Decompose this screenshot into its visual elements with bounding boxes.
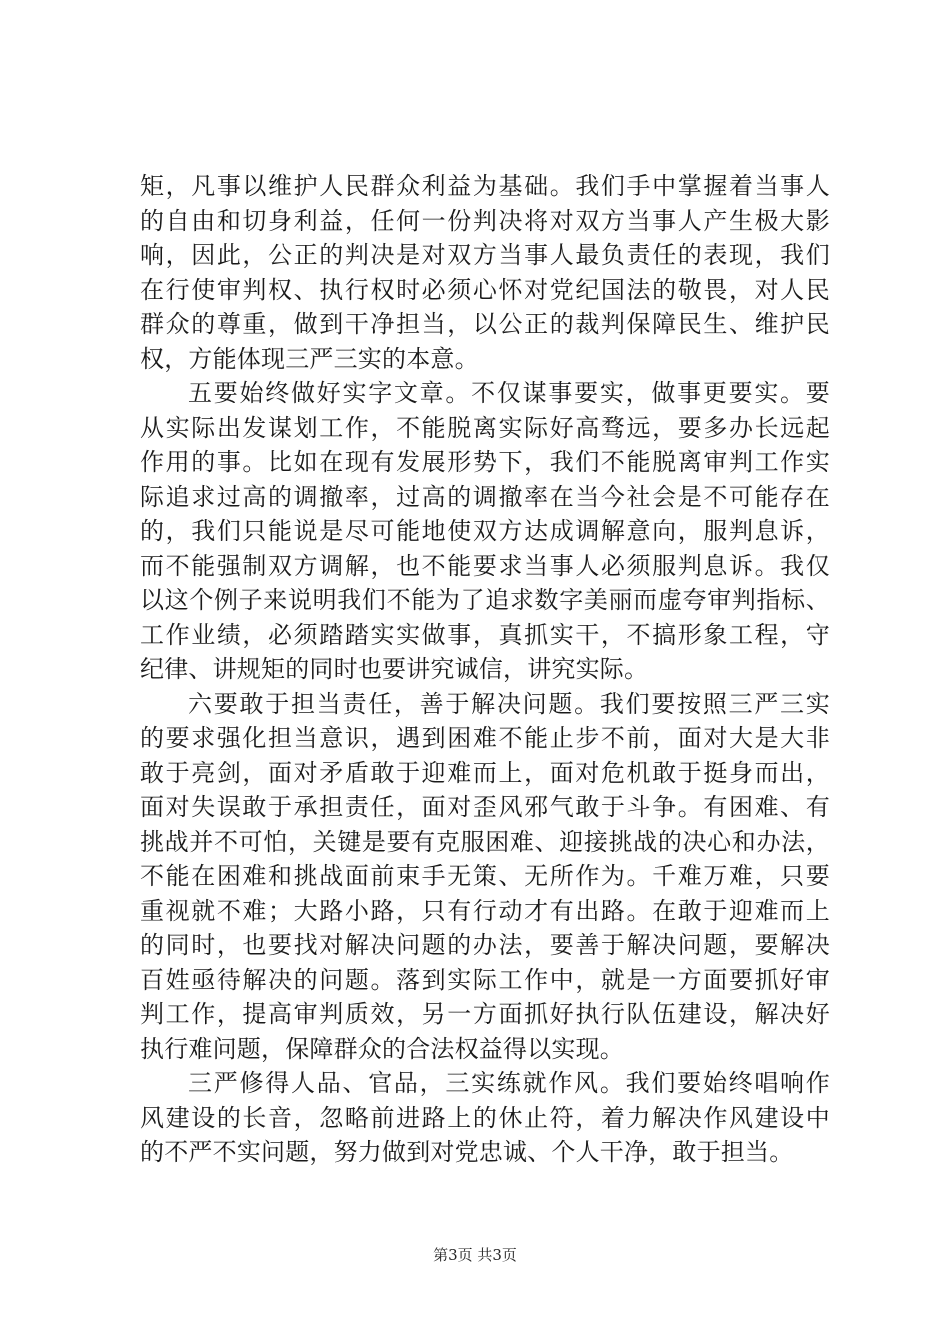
text-line: 风建设的长音，忽略前进路上的休止符，着力解决作风建设中 <box>140 1103 830 1132</box>
text-line: 以这个例子来说明我们不能为了追求数字美丽而虚夸审判指标、 <box>140 586 830 614</box>
text-line: 五要始终做好实字文章。不仅谋事要实，做事更要实。要 <box>188 379 830 407</box>
text-line: 际追求过高的调撤率，过高的调撤率在当今社会是不可能存在 <box>140 482 830 511</box>
text-line: 的要求强化担当意识，遇到困难不能止步不前，面对大是大非 <box>140 724 830 752</box>
text-line: 群众的尊重，做到干净担当，以公正的裁判保障民生、维护民 <box>140 310 830 338</box>
text-line: 从实际出发谋划工作，不能脱离实际好高骛远，要多办长远起 <box>140 413 830 442</box>
document-body <box>140 169 830 1170</box>
text-line: 敢于亮剑，面对矛盾敢于迎难而上，面对危机敢于挺身而出， <box>140 758 830 787</box>
text-line: 而不能强制双方调解，也不能要求当事人必须服判息诉。我仅 <box>140 551 830 580</box>
text-line: 矩，凡事以维护人民群众利益为基础。我们手中掌握着当事人 <box>140 172 830 200</box>
text-line: 的自由和切身利益，任何一份判决将对双方当事人产生极大影 <box>140 206 830 235</box>
page-footer: 第3页 共3页 <box>433 1246 517 1264</box>
text-line: 判工作，提高审判质效，另一方面抓好执行队伍建设，解决好 <box>140 1000 830 1028</box>
text-line: 作用的事。比如在现有发展形势下，我们不能脱离审判工作实 <box>140 448 830 476</box>
text-line: 面对失误敢于承担责任，面对歪风邪气敢于斗争。有困难、有 <box>140 793 830 821</box>
text-line: 响，因此，公正的判决是对双方当事人最负责任的表现，我们 <box>140 241 830 269</box>
text-line: 纪律、讲规矩的同时也要讲究诚信，讲究实际。 <box>140 655 649 683</box>
text-line: 三严修得人品、官品，三实练就作风。我们要始终唱响作 <box>188 1069 830 1097</box>
text-line: 的不严不实问题，努力做到对党忠诚、个人干净，敢于担当。 <box>140 1138 794 1166</box>
text-line: 权，方能体现三严三实的本意。 <box>140 344 479 373</box>
text-line: 在行使审判权、执行权时必须心怀对党纪国法的敬畏，对人民 <box>140 275 830 304</box>
text-line: 百姓亟待解决的问题。落到实际工作中，就是一方面要抓好审 <box>140 965 830 994</box>
text-line: 执行难问题，保障群众的合法权益得以实现。 <box>140 1034 624 1063</box>
text-line: 重视就不难；大路小路，只有行动才有出路。在敢于迎难而上 <box>140 896 830 925</box>
text-line: 不能在困难和挑战面前束手无策、无所作为。千难万难，只要 <box>140 862 830 890</box>
text-line: 六要敢于担当责任，善于解决问题。我们要按照三严三实 <box>188 689 830 718</box>
text-line: 的，我们只能说是尽可能地使双方达成调解意向，服判息诉， <box>140 517 830 545</box>
text-line: 挑战并不可怕，关键是要有克服困难、迎接挑战的决心和办法， <box>140 827 830 856</box>
text-line: 的同时，也要找对解决问题的办法，要善于解决问题，要解决 <box>140 931 830 959</box>
text-line: 工作业绩，必须踏踏实实做事，真抓实干，不搞形象工程，守 <box>140 620 830 649</box>
